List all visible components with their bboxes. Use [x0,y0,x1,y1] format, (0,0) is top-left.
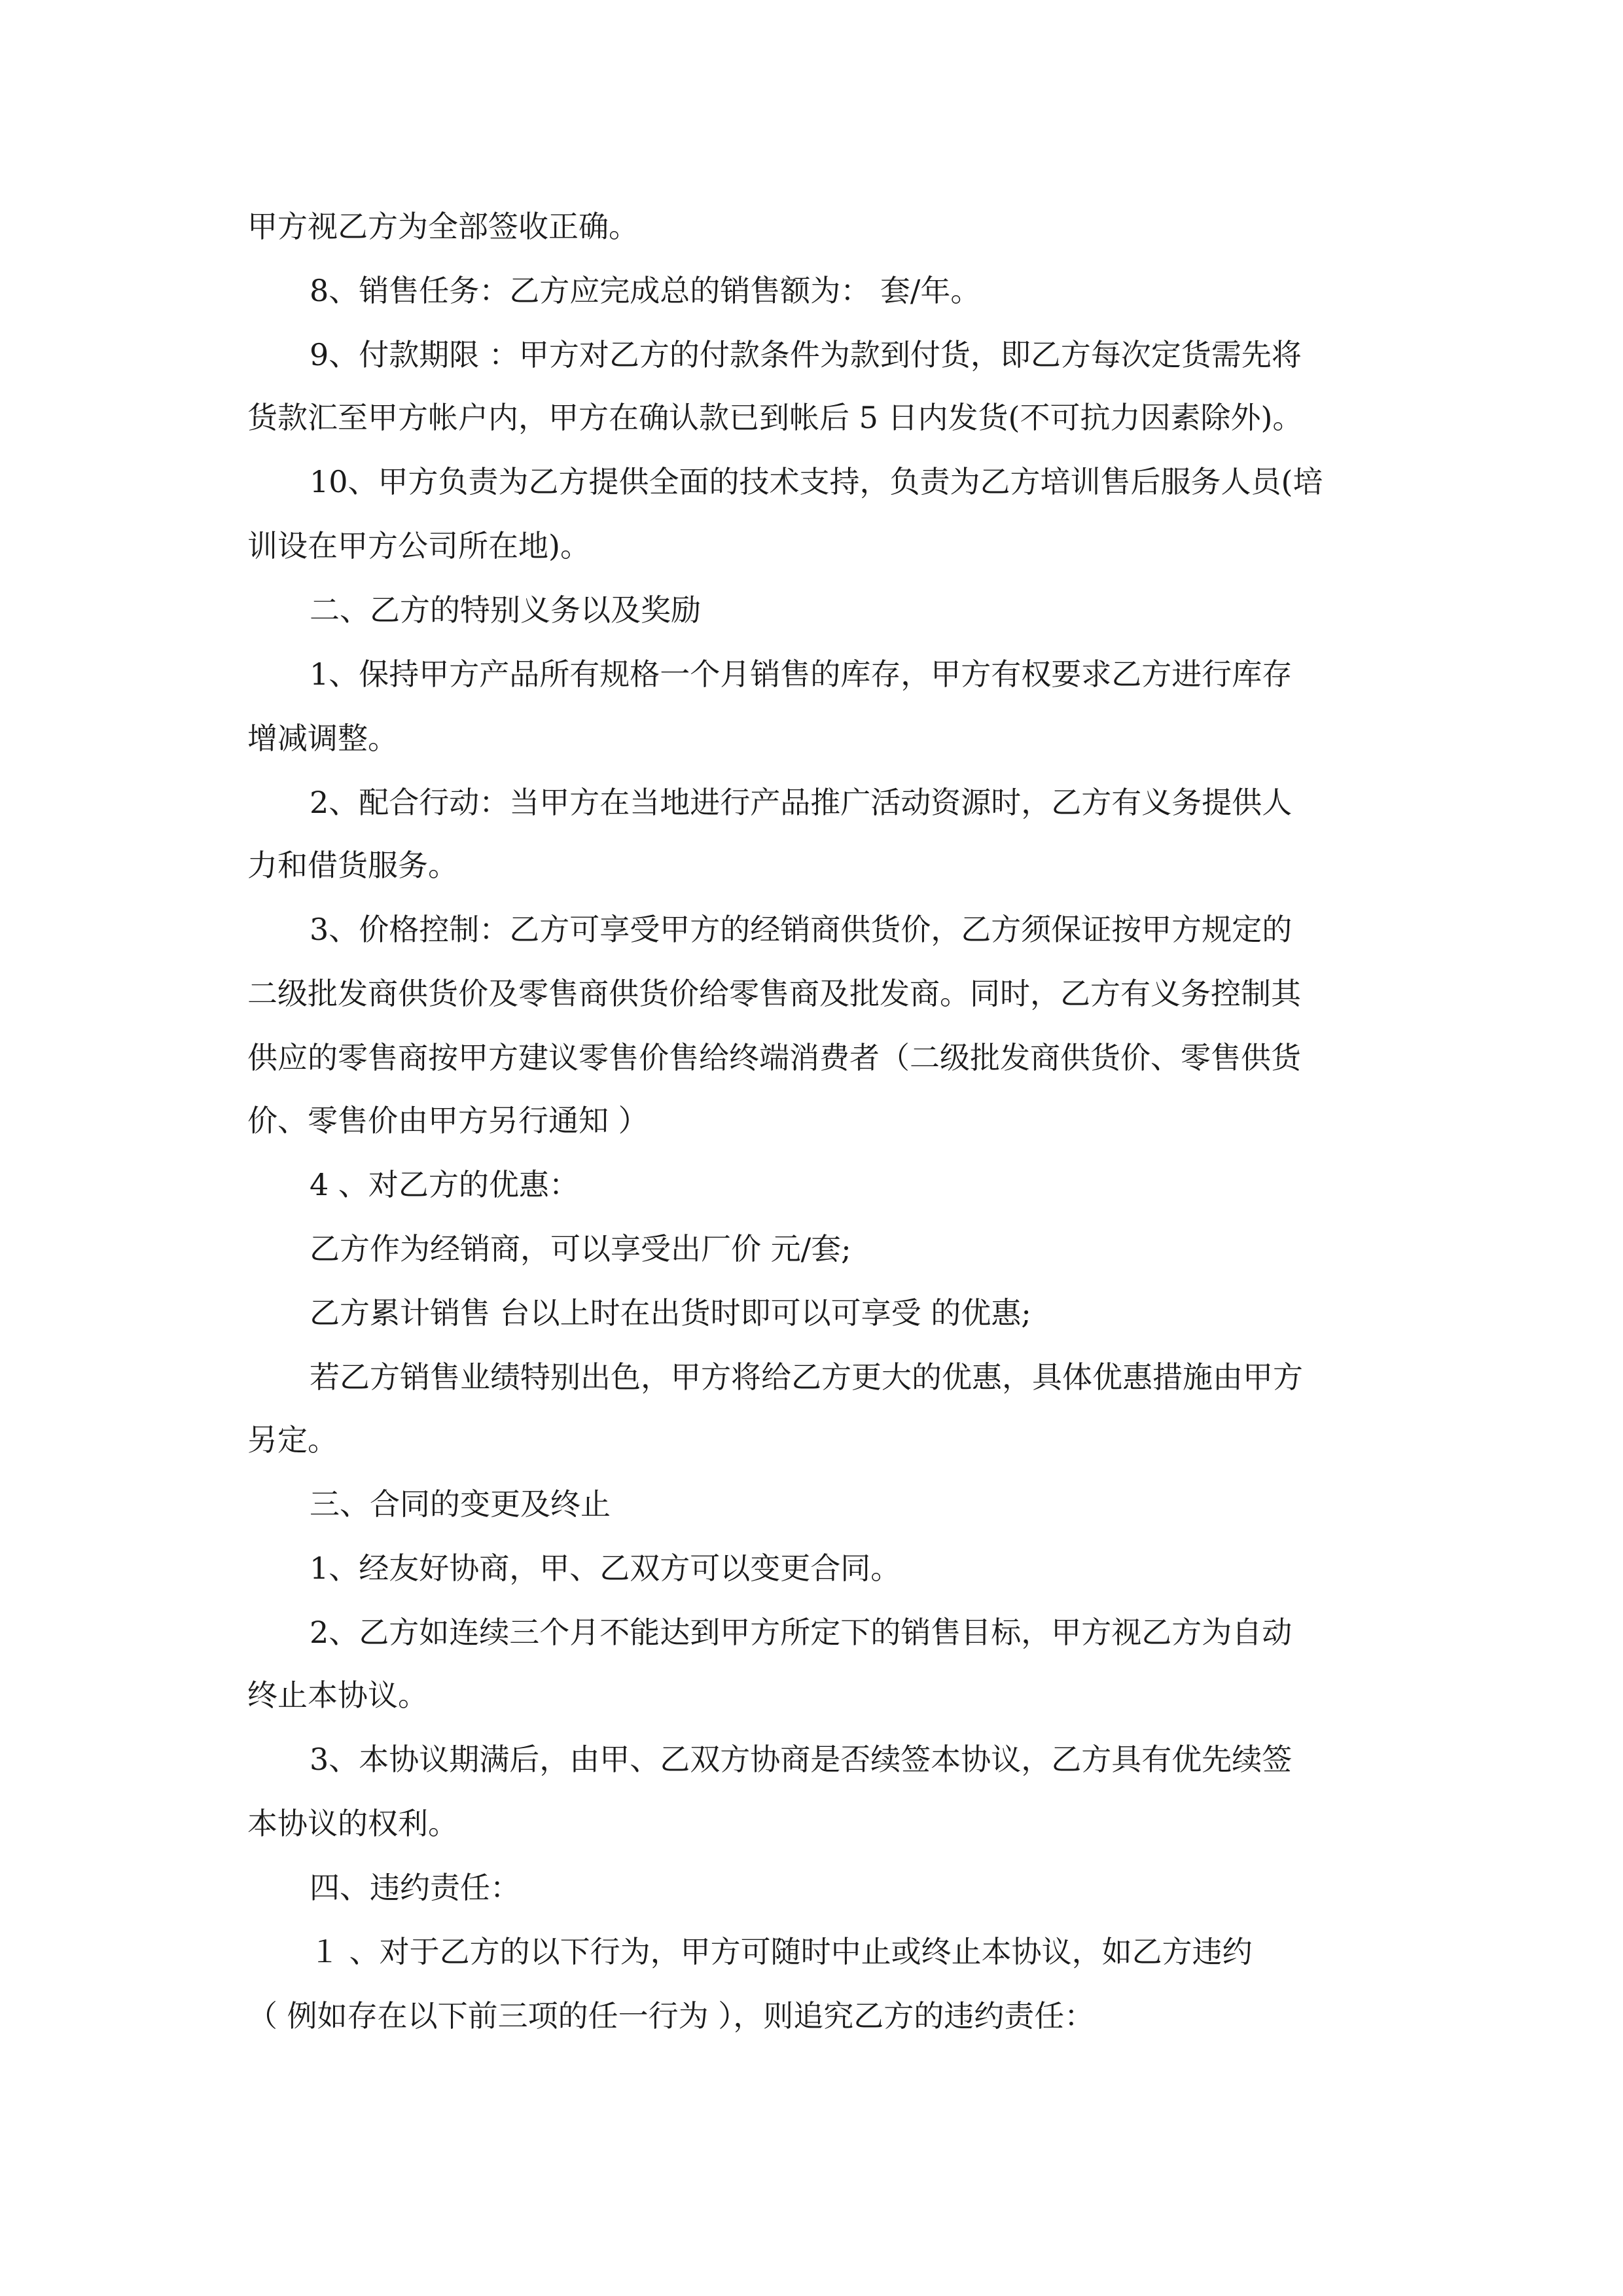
text-line: 10、甲方负责为乙方提供全面的技术支持，负责为乙方培训售后服务人员(培 [310,464,1323,499]
section-heading: 四、违约责任： [310,1870,520,1905]
text-line: 2、配合行动：当甲方在当地进行产品推广活动资源时，乙方有义务提供人 [310,785,1293,820]
text-line: 8、销售任务：乙方应完成总的销售额为： 套/年。 [310,273,981,308]
text-line: 乙方累计销售 台以上时在出货时即可以可享受 的优惠; [310,1295,1031,1331]
text-line: 货款汇至甲方帐户内，甲方在确认款已到帐后 5 日内发货(不可抗力因素除外)。 [247,400,1303,435]
text-line: 供应的零售商按甲方建议零售价售给终端消费者（二级批发商供货价、零售供货 [247,1040,1301,1075]
text-line: 3、价格控制：乙方可享受甲方的经销商供货价，乙方须保证按甲方规定的 [310,912,1293,947]
text-line: 甲方视乙方为全部签收正确。 [247,209,639,244]
section-heading: 三、合同的变更及终止 [310,1486,611,1522]
text-line: 训设在甲方公司所在地)。 [247,528,590,564]
section-heading: 二、乙方的特别义务以及奖励 [310,592,701,628]
text-line: 9、付款期限 ：甲方对乙方的付款条件为款到付货，即乙方每次定货需先将 [310,337,1302,372]
text-line: （ 例如存在以下前三项的任一行为 ），则追究乙方的违约责任： [247,1998,1095,2034]
text-line: 本协议的权利。 [247,1806,458,1841]
text-line: 若乙方销售业绩特别出色，甲方将给乙方更大的优惠，具体优惠措施由甲方 [310,1359,1303,1395]
text-line: 另定。 [247,1422,338,1458]
text-line: １ 、对于乙方的以下行为，甲方可随时中止或终止本协议，如乙方违约 [310,1934,1253,1969]
text-line: 3、本协议期满后，由甲、乙双方协商是否续签本协议，乙方具有优先续签 [310,1742,1293,1777]
text-line: 增减调整。 [247,721,398,756]
text-line: 二级批发商供货价及零售商供货价给零售商及批发商。同时，乙方有义务控制其 [247,976,1301,1011]
text-line: 1、经友好协商，甲、乙双方可以变更合同。 [310,1551,901,1586]
text-line: 价、零售价由甲方另行通知 ） [247,1103,649,1138]
text-line: 1、保持甲方产品所有规格一个月销售的库存，甲方有权要求乙方进行库存 [310,656,1293,692]
text-line: 乙方作为经销商，可以享受出厂价 元/套; [310,1231,851,1266]
text-line: 2、乙方如连续三个月不能达到甲方所定下的销售目标，甲方视乙方为自动 [310,1615,1293,1650]
text-line: 终止本协议。 [247,1677,428,1713]
text-line: 力和借货服务。 [247,848,458,883]
text-line: 4 、对乙方的优惠： [310,1167,579,1202]
